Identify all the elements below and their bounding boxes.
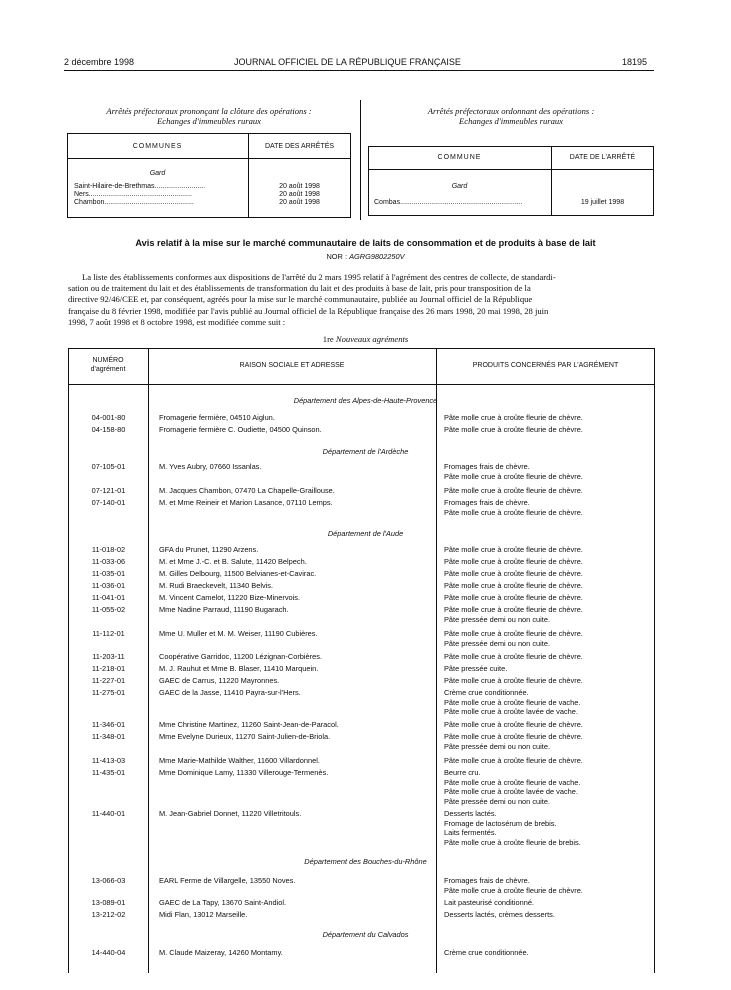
product-item: Pâte molle crue à croûte fleurie de chèvre. [444, 507, 583, 517]
products-list [444, 557, 583, 567]
product-item: Pâte molle crue à croûte fleurie de chèvre. [444, 425, 583, 434]
products-list [444, 898, 534, 908]
products-list [444, 720, 583, 730]
right-box-title [366, 106, 656, 126]
para-line-3: directive 92/46/CEE et, par conséquent, agréés pour la mise sur le marché communautaire, publiée au Journal officiel de la République [68, 294, 533, 305]
right-box-header-rule [368, 169, 654, 170]
para-line-5: 1998, 7 août 1998 et 8 octobre 1998, est modifiée comme suit : [68, 316, 286, 327]
agreement-number: 04-158-80 [91, 425, 126, 434]
product-item: Pâte molle crue à croûte fleurie de chèvre. [444, 593, 583, 602]
section-title: Nouveaux agréments [335, 334, 409, 344]
product-item: Pâte molle crue à croûte fleurie de chèvre. [444, 756, 583, 765]
agreement-number: 13-212-02 [91, 910, 126, 919]
business-name-address: Fromagerie fermière, 04510 Aiglun. [159, 413, 275, 422]
product-item: Beurre cru. [444, 768, 481, 777]
product-item: Pâte molle crue à croûte fleurie de chèvre. [444, 605, 583, 614]
header-rule [64, 70, 654, 71]
left-box-header-rule [67, 158, 351, 159]
left-commune-3: Chambon.............................................. [74, 199, 194, 206]
products-list [444, 756, 583, 766]
product-item: Pâte pressée demi ou non cuite. [444, 741, 550, 751]
right-col-commune: COMMUNE [437, 154, 482, 161]
agreement-number: 11-348-01 [91, 732, 126, 741]
right-box-title-line2: Echanges d'immeubles ruraux [459, 116, 563, 126]
product-item: Pâte molle crue à croûte fleurie de chèvre. [444, 545, 583, 554]
product-item: Pâte molle crue à croûte fleurie de chèvre. [444, 471, 583, 481]
nor-label: NOR : [326, 252, 347, 261]
business-name-address: M. Gilles Delbourg, 11500 Belvianes-et-Cavirac. [159, 569, 317, 578]
products-list [444, 768, 580, 806]
product-item: Pâte pressée demi ou non cuite. [444, 796, 550, 806]
products-list [444, 664, 507, 674]
right-commune-1: Combas............................................................... [374, 199, 523, 206]
left-date-2: 20 août 1998 [279, 191, 320, 198]
agreement-number: 11-035-01 [91, 569, 126, 578]
product-item: Crème crue conditionnée. [444, 688, 529, 697]
agreement-number: 11-036-01 [91, 581, 126, 590]
products-list [444, 732, 583, 751]
product-item: Laits fermentés. [444, 828, 497, 838]
agreement-number: 11-033-06 [91, 557, 126, 566]
col-header-products: PRODUITS CONCERNÉS PAR L'AGRÉMENT [472, 362, 619, 369]
product-item: Pâte molle crue à croûte fleurie de chèvre. [444, 569, 583, 578]
products-list [444, 498, 583, 517]
product-item: Fromage de lactosérum de brebis. [444, 818, 557, 828]
product-item: Pâte molle crue à croûte lavée de vache. [444, 787, 578, 797]
agreement-number: 11-112-01 [92, 629, 125, 638]
business-name-address: Mme Nadine Parraud, 11190 Bugarach. [159, 605, 289, 614]
business-name-address: M. Jacques Chambon, 07470 La Chapelle-Graillouse. [159, 486, 335, 495]
section-number: 1re [322, 334, 334, 344]
agreement-number: 11-018-02 [91, 545, 126, 554]
business-name-address: M. Vincent Camelot, 11220 Bize-Minervois. [159, 593, 301, 602]
business-name-address: Mme Dominique Lamy, 11330 Villerouge-Termenès. [159, 768, 329, 777]
product-item: Desserts lactés, crèmes desserts. [444, 910, 555, 919]
right-dept: Gard [451, 183, 468, 190]
business-name-address: Mme U. Muller et M. M. Weiser, 11190 Cubières. [159, 629, 318, 638]
product-item: Pâte pressée demi ou non cuite. [444, 614, 550, 624]
agreement-number: 11-218-01 [91, 664, 126, 673]
business-name-address: GFA du Prunet, 11290 Arzens. [159, 545, 259, 554]
business-name-address: Mme Evelyne Durieux, 11270 Saint-Julien-de-Briola. [159, 732, 331, 741]
products-list [444, 876, 583, 895]
table-col-divider-2 [436, 348, 437, 973]
product-item: Pâte pressée demi ou non cuite. [444, 638, 550, 648]
para-line-4: française du 8 février 1998, modifiée par l'avis publié au Journal officiel de la République française des 26 mars 1998, 20 mai 1998, 28 juin [68, 305, 549, 316]
business-name-address: M. Claude Maizeray, 14260 Montamy. [159, 948, 283, 957]
business-name-address: M. Rudi Braeckevelt, 11340 Belvis. [159, 581, 274, 590]
notice-paragraph [68, 272, 654, 328]
business-name-address: Mme Christine Martinez, 11260 Saint-Jean-de-Paracol. [159, 720, 339, 729]
header-date: 2 décembre 1998 [64, 57, 135, 67]
agreement-number: 11-435-01 [91, 768, 126, 777]
right-date-1: 19 juillet 1998 [580, 199, 625, 206]
business-name-address: M. Yves Aubry, 07660 Issanlas. [159, 462, 262, 471]
agreement-number: 13-066-03 [91, 876, 126, 885]
column-divider [360, 100, 361, 220]
agreement-number: 11-203-11 [92, 652, 125, 661]
products-list [444, 545, 583, 555]
left-commune-1: Saint-Hilaire-de-Brethmas.......................... [74, 183, 206, 190]
left-date-1: 20 août 1998 [279, 183, 320, 190]
section-heading [0, 334, 731, 344]
products-list [444, 486, 583, 496]
product-item: Pâte molle crue à croûte fleurie de chèvre. [444, 629, 583, 638]
business-name-address: GAEC de la Jasse, 11410 Payra-sur-l'Hers. [159, 688, 301, 697]
right-box-title-line1: Arrêtés préfectoraux ordonnant des opérations : [427, 106, 595, 116]
products-list [444, 809, 581, 847]
products-list [444, 676, 583, 686]
products-list [444, 569, 583, 579]
products-list [444, 948, 529, 958]
product-item: Pâte molle crue à croûte fleurie de chèvre. [444, 676, 583, 685]
notice-title: Avis relatif à la mise sur le marché communautaire de laits de consommation et de produits à base de lait [135, 238, 596, 248]
agreement-number: 14-440-04 [91, 948, 126, 957]
products-list [444, 593, 583, 603]
business-name-address: Mme Marie-Mathilde Walther, 11600 Villardonnel. [159, 756, 320, 765]
left-box-title-line1: Arrêtés préfectoraux prononçant la clôture des opérations : [106, 106, 312, 116]
agreement-number: 04-001-80 [91, 413, 126, 422]
left-dates-list [248, 183, 351, 207]
dept-heading: Département de l'Aude [327, 529, 404, 538]
products-list [444, 910, 555, 920]
col-header-number-line2: d'agrément [90, 365, 126, 373]
agreement-number: 11-055-02 [91, 605, 126, 614]
product-item: Pâte molle crue à croûte fleurie de chèvre. [444, 732, 583, 741]
product-item: Pâte molle crue à croûte fleurie de brebis. [444, 837, 581, 847]
products-list [444, 581, 583, 591]
agreement-number: 07-121-01 [91, 486, 126, 495]
agreement-number: 11-227-01 [91, 676, 126, 685]
product-item: Pâte molle crue à croûte fleurie de chèvre. [444, 885, 583, 895]
para-line-1: La liste des établissements conformes aux dispositions de l'arrêté du 2 mars 1995 relatif à l'agrément des centres de collecte, de standardi- [82, 272, 556, 282]
business-name-address: Midi Flan, 13012 Marseille. [159, 910, 248, 919]
business-name-address: EARL Ferme de Villargelle, 13550 Noves. [159, 876, 296, 885]
products-list [444, 462, 583, 481]
dept-heading: Département du Calvados [322, 930, 409, 939]
dept-heading: Département de l'Ardèche [322, 447, 409, 456]
business-name-address: Coopérative Garridoc, 11200 Lézignan-Corbières. [159, 652, 322, 661]
products-list [444, 629, 583, 648]
dot-leader: ..................................................... [88, 191, 192, 198]
col-header-number-line1: NUMÉRO [92, 357, 124, 364]
nor-code: AGRG9802250V [349, 252, 405, 261]
products-list [444, 413, 583, 423]
product-item: Desserts lactés. [444, 809, 497, 818]
agreement-number: 11-041-01 [91, 593, 126, 602]
products-list [444, 605, 583, 624]
product-item: Pâte molle crue à croûte fleurie de vache. [444, 697, 581, 707]
left-box-title-line2: Echanges d'immeubles ruraux [157, 116, 261, 126]
left-col-communes: COMMUNES [132, 143, 183, 150]
journal-title: JOURNAL OFFICIEL DE LA RÉPUBLIQUE FRANÇAISE [234, 57, 461, 67]
product-item: Pâte molle crue à croûte fleurie de chèvre. [444, 486, 583, 495]
product-item: Lait pasteurisé conditionné. [444, 898, 534, 907]
business-name-address: M. Jean-Gabriel Donnet, 11220 Villetritouls. [159, 809, 302, 818]
agreement-number: 11-440-01 [91, 809, 126, 818]
products-list [444, 652, 583, 662]
para-line-2: sation ou de traitement du lait et des établissements de transformation du lait et des produits à base de lait, pris pour transposition de la [68, 283, 531, 294]
table-header-rule [68, 384, 655, 385]
agreement-number: 07-140-01 [91, 498, 126, 507]
product-item: Pâte molle crue à croûte fleurie de chèvre. [444, 557, 583, 566]
right-col-date: DATE DE L'ARRÊTÉ [569, 154, 636, 161]
agreement-number: 11-275-01 [91, 688, 126, 697]
business-name-address: GAEC de Carrus, 11220 Mayronnes. [159, 676, 280, 685]
agreement-number: 07-105-01 [91, 462, 126, 471]
product-item: Pâte molle crue à croûte fleurie de chèvre. [444, 581, 583, 590]
products-list [444, 425, 583, 435]
col-header-name: RAISON SOCIALE ET ADRESSE [239, 362, 345, 369]
left-date-3: 20 août 1998 [279, 199, 320, 206]
agreement-number: 11-346-01 [91, 720, 126, 729]
product-item: Pâte molle crue à croûte fleurie de vache. [444, 777, 581, 787]
left-col-dates: DATE DES ARRÊTÉS [264, 143, 335, 150]
product-item: Pâte pressée cuite. [444, 664, 508, 673]
product-item: Fromages frais de chèvre. [444, 876, 530, 885]
products-list [444, 688, 580, 717]
table-col-divider-1 [148, 348, 149, 973]
business-name-address: GAEC de La Tapy, 13670 Saint-Andiol. [159, 898, 287, 907]
product-item: Pâte molle crue à croûte fleurie de chèvre. [444, 652, 583, 661]
left-communes-list [74, 183, 205, 207]
dept-heading: Département des Alpes-de-Haute-Provence [293, 396, 438, 405]
product-item: Fromages frais de chèvre. [444, 462, 530, 471]
product-item: Pâte molle crue à croûte fleurie de chèvre. [444, 413, 583, 422]
product-item: Pâte molle crue à croûte fleurie de chèvre. [444, 720, 583, 729]
agreement-number: 13-089-01 [91, 898, 126, 907]
agreement-number: 11-413-03 [91, 756, 126, 765]
left-dept: Gard [149, 170, 166, 177]
dot-leader: .......................... [154, 183, 206, 190]
dept-heading: Département des Bouches-du-Rhône [304, 857, 427, 866]
business-name-address: M. et Mme Reineir et Marion Lasance, 07110 Lemps. [159, 498, 333, 507]
left-box-title [64, 106, 354, 126]
dot-leader: ............................................................... [400, 199, 523, 206]
dot-leader: .............................................. [104, 199, 194, 206]
product-item: Fromages frais de chèvre. [444, 498, 530, 507]
product-item: Pâte molle crue à croûte lavée de vache. [444, 707, 578, 717]
business-name-address: Fromagerie fermière C. Oudiette, 04500 Quinson. [159, 425, 322, 434]
business-name-address: M. et Mme J.-C. et B. Salute, 11420 Belpech. [159, 557, 307, 566]
business-name-address: M. J. Rauhut et Mme B. Blaser, 11410 Marquein. [159, 664, 319, 673]
page-number: 18195 [622, 57, 648, 67]
left-commune-2: Ners..................................................... [74, 191, 192, 198]
product-item: Crème crue conditionnée. [444, 948, 529, 957]
nor-line [0, 252, 731, 261]
col-header-number [68, 357, 148, 374]
